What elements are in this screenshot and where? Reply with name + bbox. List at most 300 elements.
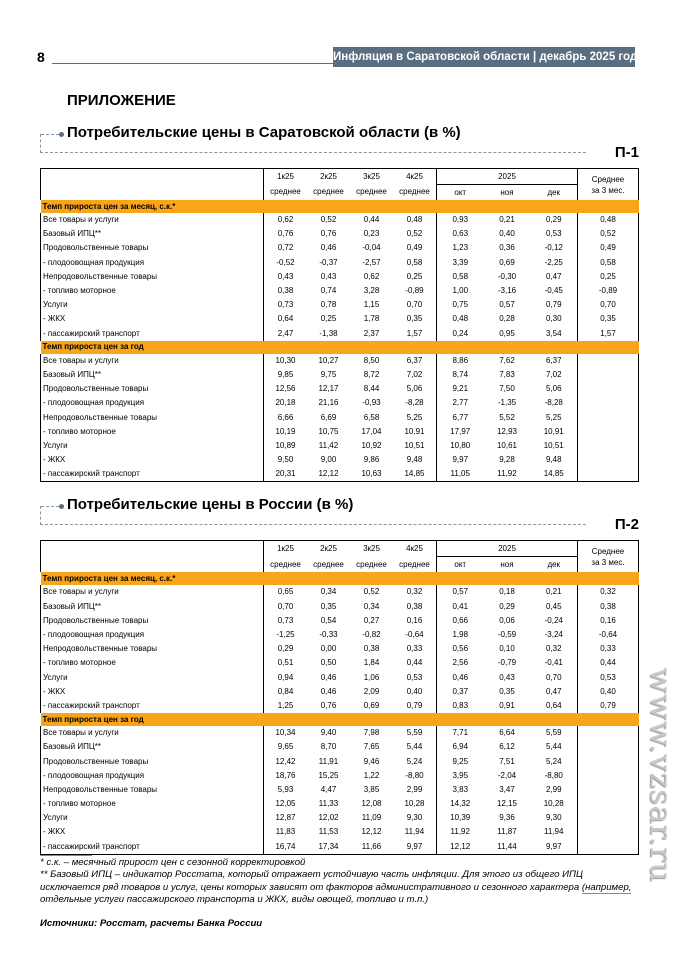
- row-label: Продовольственные товары: [41, 241, 264, 255]
- value-cell: 2,09: [363, 686, 380, 696]
- value-cell: 0,69: [363, 700, 380, 710]
- value-cell: 0,38: [406, 601, 423, 611]
- table-row: [41, 740, 639, 754]
- value-cell: 0,38: [363, 644, 380, 654]
- header-blank: [41, 185, 264, 201]
- row-label: - ЖКХ: [41, 312, 264, 326]
- spacer: [40, 482, 639, 496]
- value-cell: 0,46: [437, 671, 484, 685]
- value-cell: 12,12: [361, 827, 382, 837]
- table-row: [41, 368, 639, 382]
- value-cell: 8,86: [437, 354, 484, 368]
- value-cell: [578, 769, 639, 783]
- value-cell: 9,30: [406, 813, 423, 823]
- value-cell: -0,82: [362, 630, 381, 640]
- value-cell: 5,44: [545, 742, 562, 752]
- value-cell: [578, 797, 639, 811]
- section-header-row: [41, 572, 639, 585]
- value-cell: -3,16: [497, 286, 517, 296]
- table-row: [41, 671, 639, 685]
- value-cell: 5,52: [499, 412, 515, 422]
- value-cell: 9,21: [437, 382, 484, 396]
- footnotes: [40, 855, 639, 931]
- value-cell: 0,45: [545, 601, 562, 611]
- value-cell: 12,08: [361, 799, 382, 809]
- value-cell: 0,18: [499, 587, 515, 597]
- section-header-row: [41, 713, 639, 726]
- value-cell: 5,24: [545, 756, 562, 766]
- row-label: - плодоовощная продукция: [41, 628, 264, 642]
- col-header-quarter: 2к25: [307, 169, 350, 185]
- value-cell: 0,29: [264, 642, 308, 656]
- value-cell: [578, 410, 639, 424]
- value-cell: 4,47: [320, 784, 337, 794]
- value-cell: 0,35: [320, 601, 337, 611]
- value-cell: 14,85: [393, 467, 437, 482]
- table-subheader-row: [41, 557, 639, 573]
- value-cell: 0,54: [320, 615, 337, 625]
- value-cell: 0,25: [320, 314, 337, 324]
- value-cell: 10,80: [437, 439, 484, 453]
- col-header-month: ноя: [484, 185, 531, 201]
- value-cell: 0,28: [499, 314, 515, 324]
- value-cell: 1,57: [406, 328, 423, 338]
- value-cell: 0,52: [578, 227, 639, 241]
- avg3-line2: за 3 мес.: [591, 557, 625, 567]
- col-subheader-average: среднее: [264, 185, 308, 201]
- value-cell: 0,63: [437, 227, 484, 241]
- value-cell: 9,40: [320, 728, 337, 738]
- value-cell: [578, 811, 639, 825]
- section-head: [40, 124, 639, 164]
- value-cell: 0,47: [545, 686, 562, 696]
- value-cell: 0,25: [578, 270, 639, 284]
- value-cell: 1,00: [437, 284, 484, 298]
- value-cell: 7,65: [363, 742, 380, 752]
- value-cell: [578, 425, 639, 439]
- value-cell: -0,52: [264, 256, 308, 270]
- value-cell: 5,06: [406, 384, 423, 394]
- value-cell: [578, 368, 639, 382]
- value-cell: 5,06: [545, 384, 562, 394]
- section-saratov: [40, 124, 639, 482]
- value-cell: 0,76: [320, 700, 337, 710]
- value-cell: 0,48: [406, 215, 423, 225]
- value-cell: 0,40: [406, 686, 423, 696]
- value-cell: 9,46: [363, 756, 380, 766]
- table-subheader-row: [41, 185, 639, 201]
- col-header-quarter: 3к25: [350, 169, 393, 185]
- col-header-quarter: 4к25: [393, 541, 437, 557]
- value-cell: 0,40: [578, 685, 639, 699]
- value-cell: 12,12: [437, 840, 484, 855]
- value-cell: -1,25: [264, 628, 308, 642]
- table-row: [41, 797, 639, 811]
- value-cell: 0,34: [320, 587, 337, 597]
- value-cell: 0,46: [320, 686, 337, 696]
- row-label: Продовольственные товары: [41, 754, 264, 768]
- table-row: [41, 811, 639, 825]
- row-label: - топливо моторное: [41, 797, 264, 811]
- cpi-table-saratov: [40, 168, 639, 482]
- table-title-russia: Потребительские цены в России (в %): [67, 496, 354, 514]
- value-cell: 0,66: [437, 614, 484, 628]
- value-cell: -2,25: [544, 257, 563, 267]
- value-cell: 2,47: [264, 327, 308, 341]
- value-cell: [578, 740, 639, 754]
- value-cell: -2,57: [362, 257, 381, 267]
- table-row: [41, 213, 639, 227]
- value-cell: -2,04: [497, 770, 517, 780]
- value-cell: 0,24: [437, 327, 484, 341]
- value-cell: 11,91: [318, 756, 339, 766]
- value-cell: 1,23: [437, 241, 484, 255]
- value-cell: 0,40: [499, 229, 515, 239]
- row-label: Непродовольственные товары: [41, 270, 264, 284]
- sources-note: Источники: Росстат, расчеты Банка России: [40, 917, 263, 929]
- value-cell: 1,84: [363, 658, 380, 668]
- value-cell: 0,36: [499, 243, 515, 253]
- value-cell: 0,27: [363, 615, 380, 625]
- value-cell: 6,12: [499, 742, 515, 752]
- row-label: - плодоовощная продукция: [41, 256, 264, 270]
- value-cell: 0,38: [578, 600, 639, 614]
- value-cell: 0,46: [320, 243, 337, 253]
- table-row: [41, 284, 639, 298]
- table-row: [41, 327, 639, 341]
- row-label: - ЖКХ: [41, 453, 264, 467]
- value-cell: [578, 382, 639, 396]
- value-cell: 11,53: [318, 827, 339, 837]
- value-cell: 0,53: [545, 229, 562, 239]
- value-cell: 7,02: [406, 369, 423, 379]
- value-cell: 2,99: [545, 784, 562, 794]
- value-cell: 0,58: [578, 256, 639, 270]
- table-row: [41, 614, 639, 628]
- value-cell: 20,31: [264, 467, 308, 482]
- value-cell: 0,70: [406, 300, 423, 310]
- value-cell: 11,44: [484, 840, 531, 855]
- value-cell: -0,64: [578, 628, 639, 642]
- value-cell: 10,30: [264, 354, 308, 368]
- value-cell: 12,87: [264, 811, 308, 825]
- header-blank: [41, 541, 264, 557]
- value-cell: 5,44: [406, 742, 423, 752]
- value-cell: 0,52: [363, 587, 380, 597]
- value-cell: 6,69: [320, 412, 337, 422]
- value-cell: 0,16: [406, 615, 423, 625]
- value-cell: 11,09: [361, 813, 382, 823]
- value-cell: 9,48: [406, 455, 423, 465]
- table-row: [41, 642, 639, 656]
- value-cell: 0,43: [264, 270, 308, 284]
- value-cell: 10,28: [543, 799, 564, 809]
- table-row: [41, 585, 639, 599]
- value-cell: [578, 439, 639, 453]
- value-cell: 9,50: [264, 453, 308, 467]
- watermark-text: www.vzsar.ru: [643, 667, 678, 883]
- value-cell: 10,91: [543, 426, 564, 436]
- value-cell: 5,25: [406, 412, 423, 422]
- value-cell: 6,64: [499, 728, 515, 738]
- col-subheader-average: среднее: [313, 559, 344, 569]
- value-cell: 0,49: [578, 241, 639, 255]
- value-cell: [578, 840, 639, 855]
- value-cell: 0,47: [545, 271, 562, 281]
- value-cell: 9,97: [393, 840, 437, 855]
- cpi-table-russia: [40, 540, 639, 854]
- value-cell: 0,84: [264, 685, 308, 699]
- table-row: [41, 396, 639, 410]
- value-cell: -0,41: [544, 658, 563, 668]
- value-cell: 0,79: [578, 699, 639, 713]
- value-cell: 9,48: [545, 455, 562, 465]
- value-cell: 0,74: [320, 286, 337, 296]
- row-label: - топливо моторное: [41, 284, 264, 298]
- value-cell: 0,10: [499, 644, 515, 654]
- table-row: [41, 382, 639, 396]
- value-cell: 9,86: [363, 455, 380, 465]
- value-cell: 12,15: [496, 799, 518, 809]
- value-cell: 14,85: [531, 467, 578, 482]
- value-cell: 0,76: [320, 229, 337, 239]
- value-cell: 5,59: [406, 728, 423, 738]
- value-cell: 0,32: [545, 644, 562, 654]
- table-row: [41, 467, 639, 482]
- value-cell: 2,37: [363, 328, 380, 338]
- table-row: [41, 256, 639, 270]
- value-cell: [578, 825, 639, 839]
- table-header-row: [41, 541, 639, 557]
- value-cell: 0,79: [545, 300, 562, 310]
- avg3-line1: Среднее: [591, 174, 625, 184]
- value-cell: 5,59: [545, 728, 562, 738]
- value-cell: 9,85: [264, 368, 308, 382]
- value-cell: 12,17: [318, 384, 339, 394]
- value-cell: -0,79: [497, 658, 517, 668]
- value-cell: 0,21: [499, 215, 515, 225]
- value-cell: 0,35: [499, 686, 515, 696]
- header-rule: [52, 63, 342, 64]
- value-cell: 0,57: [437, 585, 484, 599]
- value-cell: -0,37: [319, 257, 338, 267]
- value-cell: 6,94: [437, 740, 484, 754]
- value-cell: 0,21: [545, 587, 562, 597]
- value-cell: 9,97: [531, 840, 578, 855]
- row-label: - плодоовощная продукция: [41, 769, 264, 783]
- value-cell: 6,66: [264, 410, 308, 424]
- value-cell: 0,72: [264, 241, 308, 255]
- value-cell: 0,33: [578, 642, 639, 656]
- value-cell: 11,33: [318, 799, 339, 809]
- value-cell: 0,44: [406, 658, 423, 668]
- table-row: [41, 754, 639, 768]
- table-row: [41, 354, 639, 368]
- table-row: [41, 685, 639, 699]
- table-row: [41, 410, 639, 424]
- value-cell: 10,75: [318, 426, 339, 436]
- table-row: [41, 312, 639, 326]
- value-cell: 8,50: [363, 355, 380, 365]
- col-header-month: дек: [531, 557, 578, 573]
- value-cell: 0,43: [499, 672, 515, 682]
- value-cell: 0,16: [578, 614, 639, 628]
- value-cell: 0,70: [264, 600, 308, 614]
- value-cell: 11,83: [264, 825, 308, 839]
- value-cell: 1,15: [363, 300, 380, 310]
- value-cell: 0,69: [499, 257, 515, 267]
- page-content: [40, 92, 639, 930]
- col-header-month: дек: [531, 185, 578, 201]
- row-label: Услуги: [41, 298, 264, 312]
- col-header-month: окт: [437, 557, 484, 573]
- value-cell: 0,53: [406, 672, 423, 682]
- value-cell: 0,25: [406, 271, 423, 281]
- value-cell: 0,70: [578, 298, 639, 312]
- footnote-separator: [40, 855, 92, 856]
- avg3-line2: за 3 мес.: [591, 185, 625, 195]
- value-cell: -8,80: [544, 770, 563, 780]
- value-cell: -8,28: [544, 398, 563, 408]
- section-label: Темп прироста цен за месяц, с.к.*: [41, 572, 639, 585]
- table-row: [41, 600, 639, 614]
- value-cell: 10,34: [264, 726, 308, 740]
- value-cell: 6,37: [406, 355, 423, 365]
- value-cell: 2,77: [437, 396, 484, 410]
- value-cell: 7,02: [545, 369, 562, 379]
- footnote-sk: * с.к. – месячный прирост цен с сезонной корректировкой: [40, 856, 306, 868]
- value-cell: 8,70: [320, 742, 337, 752]
- value-cell: 0,53: [578, 671, 639, 685]
- col-header-avg3: [578, 541, 639, 573]
- value-cell: 20,18: [264, 396, 308, 410]
- value-cell: -8,28: [405, 398, 424, 408]
- table-title-saratov: Потребительские цены в Саратовской области (в %): [67, 124, 461, 141]
- value-cell: 0,32: [578, 585, 639, 599]
- value-cell: 0,91: [499, 700, 515, 710]
- value-cell: 6,58: [363, 412, 380, 422]
- value-cell: 0,78: [320, 300, 337, 310]
- table-row: [41, 439, 639, 453]
- table-row: [41, 628, 639, 642]
- row-label: - ЖКХ: [41, 825, 264, 839]
- value-cell: 2,99: [406, 784, 423, 794]
- value-cell: 0,44: [578, 656, 639, 670]
- table-code-p2: П-2: [614, 516, 639, 534]
- row-label: Услуги: [41, 439, 264, 453]
- row-label: Все товары и услуги: [41, 213, 264, 227]
- value-cell: 0,58: [406, 257, 423, 267]
- value-cell: -0,04: [362, 243, 381, 253]
- value-cell: 0,65: [264, 585, 308, 599]
- value-cell: 9,25: [437, 754, 484, 768]
- value-cell: [578, 726, 639, 740]
- col-subheader-average: среднее: [264, 557, 308, 573]
- value-cell: 3,83: [437, 783, 484, 797]
- value-cell: 10,91: [404, 426, 425, 436]
- value-cell: 3,47: [499, 784, 515, 794]
- table-row: [41, 656, 639, 670]
- value-cell: 0,52: [406, 229, 423, 239]
- value-cell: 11,92: [437, 825, 484, 839]
- value-cell: 17,34: [307, 840, 350, 855]
- value-cell: 8,74: [437, 368, 484, 382]
- col-subheader-average: среднее: [313, 187, 344, 197]
- value-cell: 0,00: [320, 644, 337, 654]
- value-cell: -0,30: [497, 271, 517, 281]
- value-cell: 10,19: [264, 425, 308, 439]
- col-subheader-average: среднее: [399, 187, 430, 197]
- col-header-quarter: 4к25: [393, 169, 437, 185]
- col-header-month: окт: [437, 185, 484, 201]
- col-header-month: ноя: [484, 557, 531, 573]
- value-cell: 11,92: [484, 467, 531, 482]
- value-cell: -8,80: [405, 770, 424, 780]
- row-label: Продовольственные товары: [41, 614, 264, 628]
- row-label: Базовый ИПЦ**: [41, 740, 264, 754]
- value-cell: 8,72: [363, 369, 380, 379]
- value-cell: -1,38: [319, 328, 338, 338]
- value-cell: 3,85: [363, 784, 380, 794]
- value-cell: 1,25: [264, 699, 308, 713]
- value-cell: 0,57: [499, 300, 515, 310]
- section-header-row: [41, 200, 639, 213]
- value-cell: 12,56: [264, 382, 308, 396]
- value-cell: -0,59: [497, 630, 517, 640]
- col-subheader-average: среднее: [399, 559, 430, 569]
- row-label: Все товары и услуги: [41, 354, 264, 368]
- value-cell: [578, 354, 639, 368]
- value-cell: 3,54: [545, 328, 562, 338]
- value-cell: 10,89: [264, 439, 308, 453]
- value-cell: 0,34: [363, 601, 380, 611]
- value-cell: 11,05: [437, 467, 484, 482]
- row-label: Все товары и услуги: [41, 726, 264, 740]
- value-cell: 0,06: [499, 615, 515, 625]
- appendix-title: ПРИЛОЖЕНИЕ: [67, 92, 176, 109]
- section-head: [40, 496, 639, 536]
- value-cell: 17,97: [437, 425, 484, 439]
- col-header-quarter: 2к25: [307, 541, 350, 557]
- row-label: Все товары и услуги: [41, 585, 264, 599]
- value-cell: 12,05: [264, 797, 308, 811]
- value-cell: 0,73: [264, 298, 308, 312]
- table-row: [41, 769, 639, 783]
- value-cell: [578, 754, 639, 768]
- value-cell: 9,30: [545, 813, 562, 823]
- value-cell: 1,98: [437, 628, 484, 642]
- value-cell: 3,95: [437, 769, 484, 783]
- value-cell: 5,25: [545, 412, 562, 422]
- row-label: Базовый ИПЦ**: [41, 368, 264, 382]
- value-cell: 7,51: [499, 756, 515, 766]
- value-cell: 0,58: [437, 270, 484, 284]
- table-row: [41, 699, 639, 713]
- value-cell: 0,32: [406, 587, 423, 597]
- value-cell: [578, 453, 639, 467]
- col-header-quarter: 1к25: [264, 541, 308, 557]
- value-cell: 3,28: [363, 286, 380, 296]
- row-label: Базовый ИПЦ**: [41, 227, 264, 241]
- row-label: - пассажирский транспорт: [41, 327, 264, 341]
- table-row: [41, 241, 639, 255]
- section-header-row: [41, 341, 639, 354]
- value-cell: 9,97: [437, 453, 484, 467]
- value-cell: 9,75: [320, 369, 337, 379]
- value-cell: -0,12: [544, 243, 563, 253]
- value-cell: 14,32: [437, 797, 484, 811]
- col-header-year: 2025: [437, 541, 578, 557]
